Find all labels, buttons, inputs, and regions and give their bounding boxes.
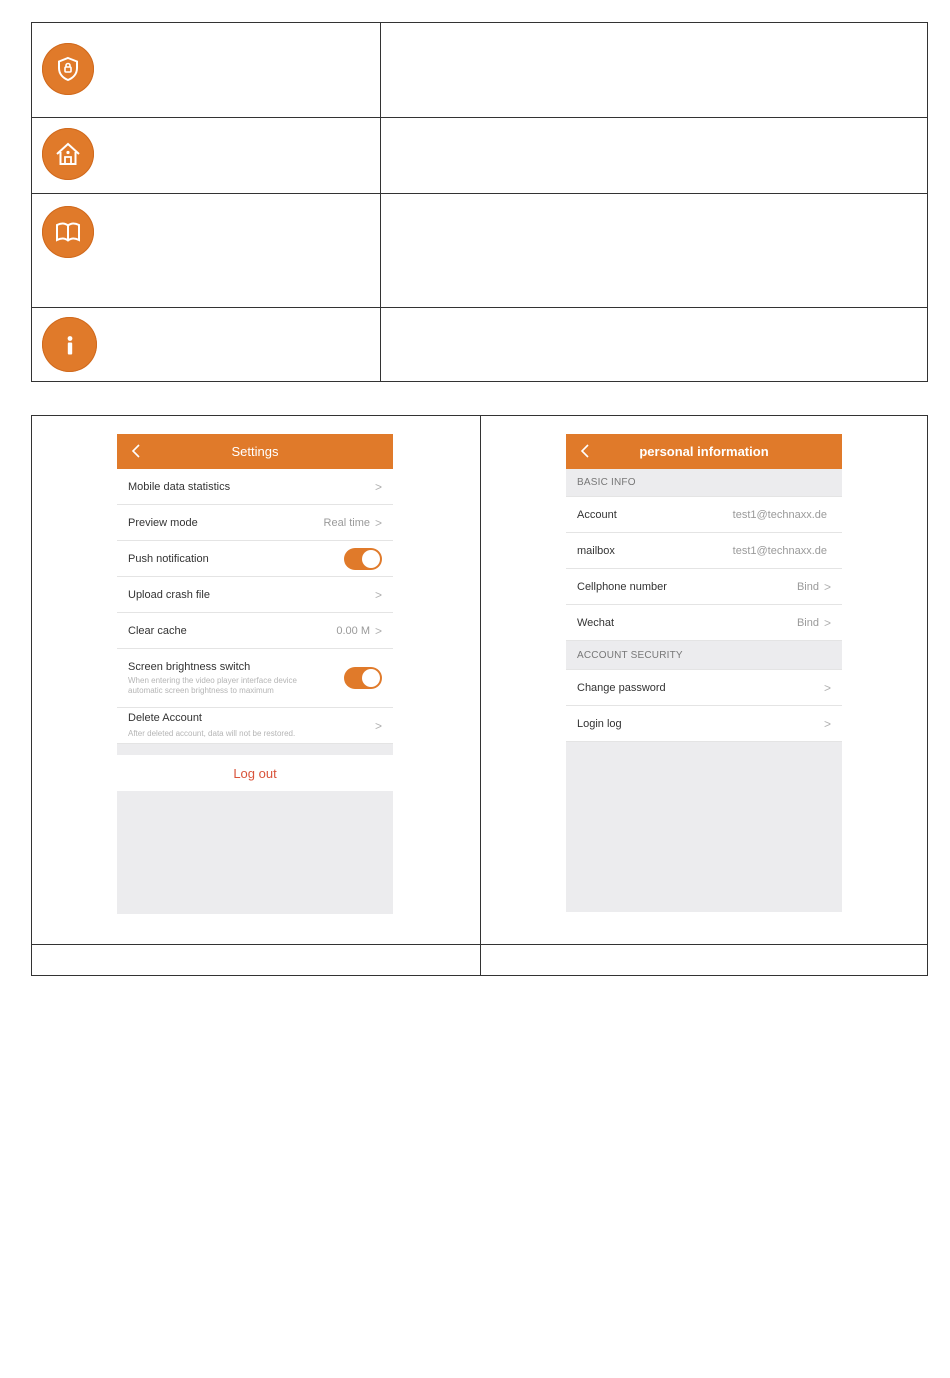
- change-password-item[interactable]: [566, 670, 842, 706]
- item-label: Screen brightness switch: [128, 660, 251, 673]
- push-notification-toggle[interactable]: [344, 548, 382, 570]
- item-text-group: [128, 661, 344, 696]
- chevron-right-icon: >: [823, 579, 831, 594]
- table-row: [32, 117, 927, 193]
- table-row: [32, 307, 927, 383]
- cellphone-number-item[interactable]: [566, 569, 842, 605]
- push-notification-item: [117, 541, 393, 577]
- table-divider: [32, 944, 927, 945]
- toggle-knob: [362, 550, 380, 568]
- item-label: Clear cache: [128, 624, 187, 637]
- chevron-right-icon: >: [823, 716, 831, 731]
- shield-lock-icon: [42, 43, 94, 95]
- item-value: 0.00 M: [336, 624, 370, 637]
- clear-cache-item[interactable]: [117, 613, 393, 649]
- item-label: Preview mode: [128, 516, 198, 529]
- screen-brightness-item: [117, 649, 393, 708]
- chevron-right-icon: >: [823, 680, 831, 695]
- icon-table: [31, 22, 928, 382]
- preview-mode-item[interactable]: [117, 505, 393, 541]
- chevron-right-icon: >: [823, 615, 831, 630]
- wechat-item[interactable]: [566, 605, 842, 641]
- table-divider: [480, 416, 481, 975]
- personal-information-screen: [566, 434, 842, 912]
- upload-crash-file-item[interactable]: [117, 577, 393, 613]
- item-value: Bind: [796, 616, 819, 629]
- item-text-group: [128, 712, 374, 739]
- mobile-data-statistics-item[interactable]: [117, 469, 393, 505]
- account-item: [566, 497, 842, 533]
- info-icon: [42, 317, 97, 372]
- page-title: personal information: [639, 444, 769, 459]
- item-label: Cellphone number: [577, 580, 667, 593]
- back-arrow-icon[interactable]: [578, 443, 592, 459]
- settings-screen: [117, 434, 393, 914]
- home-icon: [42, 128, 94, 180]
- item-label: Push notification: [128, 552, 209, 565]
- chevron-right-icon: >: [374, 587, 382, 602]
- item-value: Bind: [796, 580, 819, 593]
- settings-header: [117, 434, 393, 469]
- account-security-section-header: ACCOUNT SECURITY: [566, 641, 842, 670]
- table-row: [32, 193, 927, 307]
- item-description: When entering the video player interface device automatic screen brightness to maximum: [128, 675, 297, 695]
- item-label: Upload crash file: [128, 588, 210, 601]
- table-row: [32, 23, 927, 117]
- item-value: Real time: [323, 516, 370, 529]
- chevron-right-icon: >: [374, 479, 382, 494]
- personal-information-header: [566, 434, 842, 469]
- item-value: test1@technaxx.de: [732, 544, 827, 557]
- delete-account-item[interactable]: [117, 708, 393, 744]
- screen-brightness-toggle[interactable]: [344, 667, 382, 689]
- login-log-item[interactable]: [566, 706, 842, 742]
- back-arrow-icon[interactable]: [129, 443, 143, 459]
- chevron-right-icon: >: [374, 515, 382, 530]
- toggle-knob: [362, 669, 380, 687]
- logout-button[interactable]: Log out: [117, 755, 393, 791]
- spacer: [117, 744, 393, 755]
- item-label: Change password: [577, 681, 666, 694]
- item-label: Mobile data statistics: [128, 480, 231, 493]
- page-title: Settings: [231, 444, 279, 459]
- item-label: Account: [577, 508, 617, 521]
- chevron-right-icon: >: [374, 718, 382, 733]
- mailbox-item: [566, 533, 842, 569]
- item-description: After deleted account, data will not be restored.: [128, 729, 296, 738]
- item-label: Login log: [577, 717, 622, 730]
- item-label: Delete Account: [128, 712, 202, 724]
- item-label: Wechat: [577, 616, 615, 629]
- chevron-right-icon: >: [374, 623, 382, 638]
- basic-info-section-header: BASIC INFO: [566, 469, 842, 497]
- item-label: mailbox: [577, 544, 615, 557]
- item-value: test1@technaxx.de: [732, 508, 827, 521]
- book-icon: [42, 206, 94, 258]
